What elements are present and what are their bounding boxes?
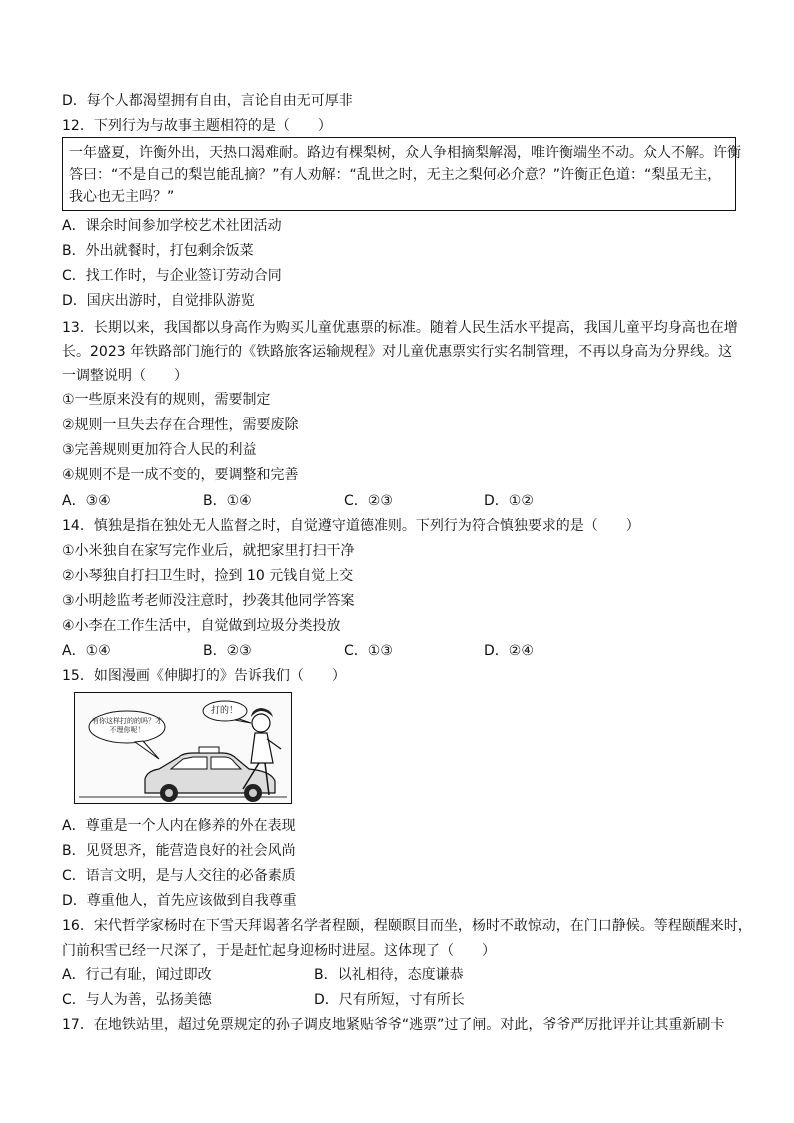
q15-cartoon-drawing	[75, 693, 291, 803]
q14-option-a: A．①④	[62, 643, 111, 659]
q16-stem-line: 门前积雪已经一尺深了，于是赶忙起身迎杨时进屋。这体现了（ ）	[62, 943, 496, 959]
q16-option-d: D．尺有所短，寸有所长	[314, 992, 465, 1008]
q11-option-d: D．每个人都渴望拥有自由，言论自由无可厚非	[62, 93, 353, 109]
q15-option-d: D．尊重他人，首先应该做到自我尊重	[62, 893, 297, 909]
q12-story-line: 一年盛夏，许衡外出，天热口渴难耐。路边有棵梨树，众人争相摘梨解渴，唯许衡端坐不动。众人不解。许衡	[69, 145, 741, 161]
q12-option-a: A．课余时间参加学校艺术社团活动	[62, 218, 282, 234]
q16-option-b: B．以礼相待，态度谦恭	[314, 967, 464, 983]
q15-cartoon-speech-woman: 打的！	[211, 706, 239, 716]
q13-stem-line: 长。2023 年铁路部门施行的《铁路旅客运输规程》对儿童优惠票实行实名制管理，不再以身高为分界线。这	[62, 344, 733, 360]
q14-option-d: D．②④	[484, 643, 534, 659]
q16-option-a: A．行己有耻，闻过即改	[62, 967, 212, 983]
q13-option-c: C．②③	[344, 493, 393, 509]
q17-stem: 17．在地铁站里，超过免票规定的孙子调皮地紧贴爷爷“逃票”过了闸。对此，爷爷严厉批评并让其重新刷卡	[62, 1017, 725, 1033]
q14-option-c: C．①③	[344, 643, 393, 659]
q14-item-3: ③小明趁监考老师没注意时，抄袭其他同学答案	[62, 593, 355, 609]
q13-item-4: ④规则不是一成不变的，要调整和完善	[62, 467, 299, 483]
q14-stem: 14．慎独是指在独处无人监督之时，自觉遵守道德准则。下列行为符合慎独要求的是（ ）	[62, 518, 640, 534]
q13-option-d: D．①②	[484, 493, 534, 509]
q12-option-d: D．国庆出游时，自觉排队游览	[62, 293, 255, 309]
q12-option-c: C．找工作时，与企业签订劳动合同	[62, 268, 282, 284]
q12-story-box	[62, 137, 741, 211]
q15-option-b: B．见贤思齐，能营造良好的社会风尚	[62, 843, 296, 859]
q15-option-a: A．尊重是一个人内在修养的外在表现	[62, 818, 296, 834]
q13-stem-line: 一调整说明（ ）	[62, 368, 188, 384]
q12-story-line: 答曰：“不是自己的梨岂能乱摘？”有人劝解：“乱世之时，无主之梨何必介意？”许衡正色道：“梨虽无主，	[69, 167, 722, 183]
q15-stem: 15．如图漫画《伸脚打的》告诉我们（ ）	[62, 668, 346, 684]
q12-story-line: 我心也无主吗？”	[69, 189, 175, 205]
q14-item-2: ②小琴独自打扫卫生时，捡到 10 元钱自觉上交	[62, 568, 354, 584]
q14-item-1: ①小米独自在家写完作业后，就把家里打扫干净	[62, 543, 355, 559]
q14-option-b: B．②③	[203, 643, 252, 659]
q13-item-1: ①一些原来没有的规则，需要制定	[62, 392, 271, 408]
q14-item-4: ④小李在工作生活中，自觉做到垃圾分类投放	[62, 618, 341, 634]
q15-option-c: C．语言文明，是与人交往的必备素质	[62, 868, 296, 884]
q15-cartoon	[74, 692, 292, 804]
q13-item-2: ②规则一旦失去存在合理性，需要废除	[62, 417, 299, 433]
q15-cartoon-speech-driver: 有你这样打的的吗？才不理你呢！	[92, 717, 162, 734]
q16-option-c: C．与人为善，弘扬美德	[62, 992, 212, 1008]
q13-option-a: A．③④	[62, 493, 111, 509]
q12-stem: 12．下列行为与故事主题相符的是（ ）	[62, 118, 332, 134]
q13-stem-line: 13．长期以来，我国都以身高作为购买儿童优惠票的标准。随着人民生活水平提高，我国儿童平均身高也在增	[62, 320, 738, 336]
q13-item-3: ③完善规则更加符合人民的利益	[62, 442, 257, 458]
q12-option-b: B．外出就餐时，打包剩余饭菜	[62, 243, 254, 259]
q16-stem-line: 16．宋代哲学家杨时在下雪天拜谒著名学者程颐，程颐瞑目而坐，杨时不敢惊动，在门口静候。等程颐醒来时，	[62, 918, 752, 934]
q13-option-b: B．①④	[203, 493, 252, 509]
